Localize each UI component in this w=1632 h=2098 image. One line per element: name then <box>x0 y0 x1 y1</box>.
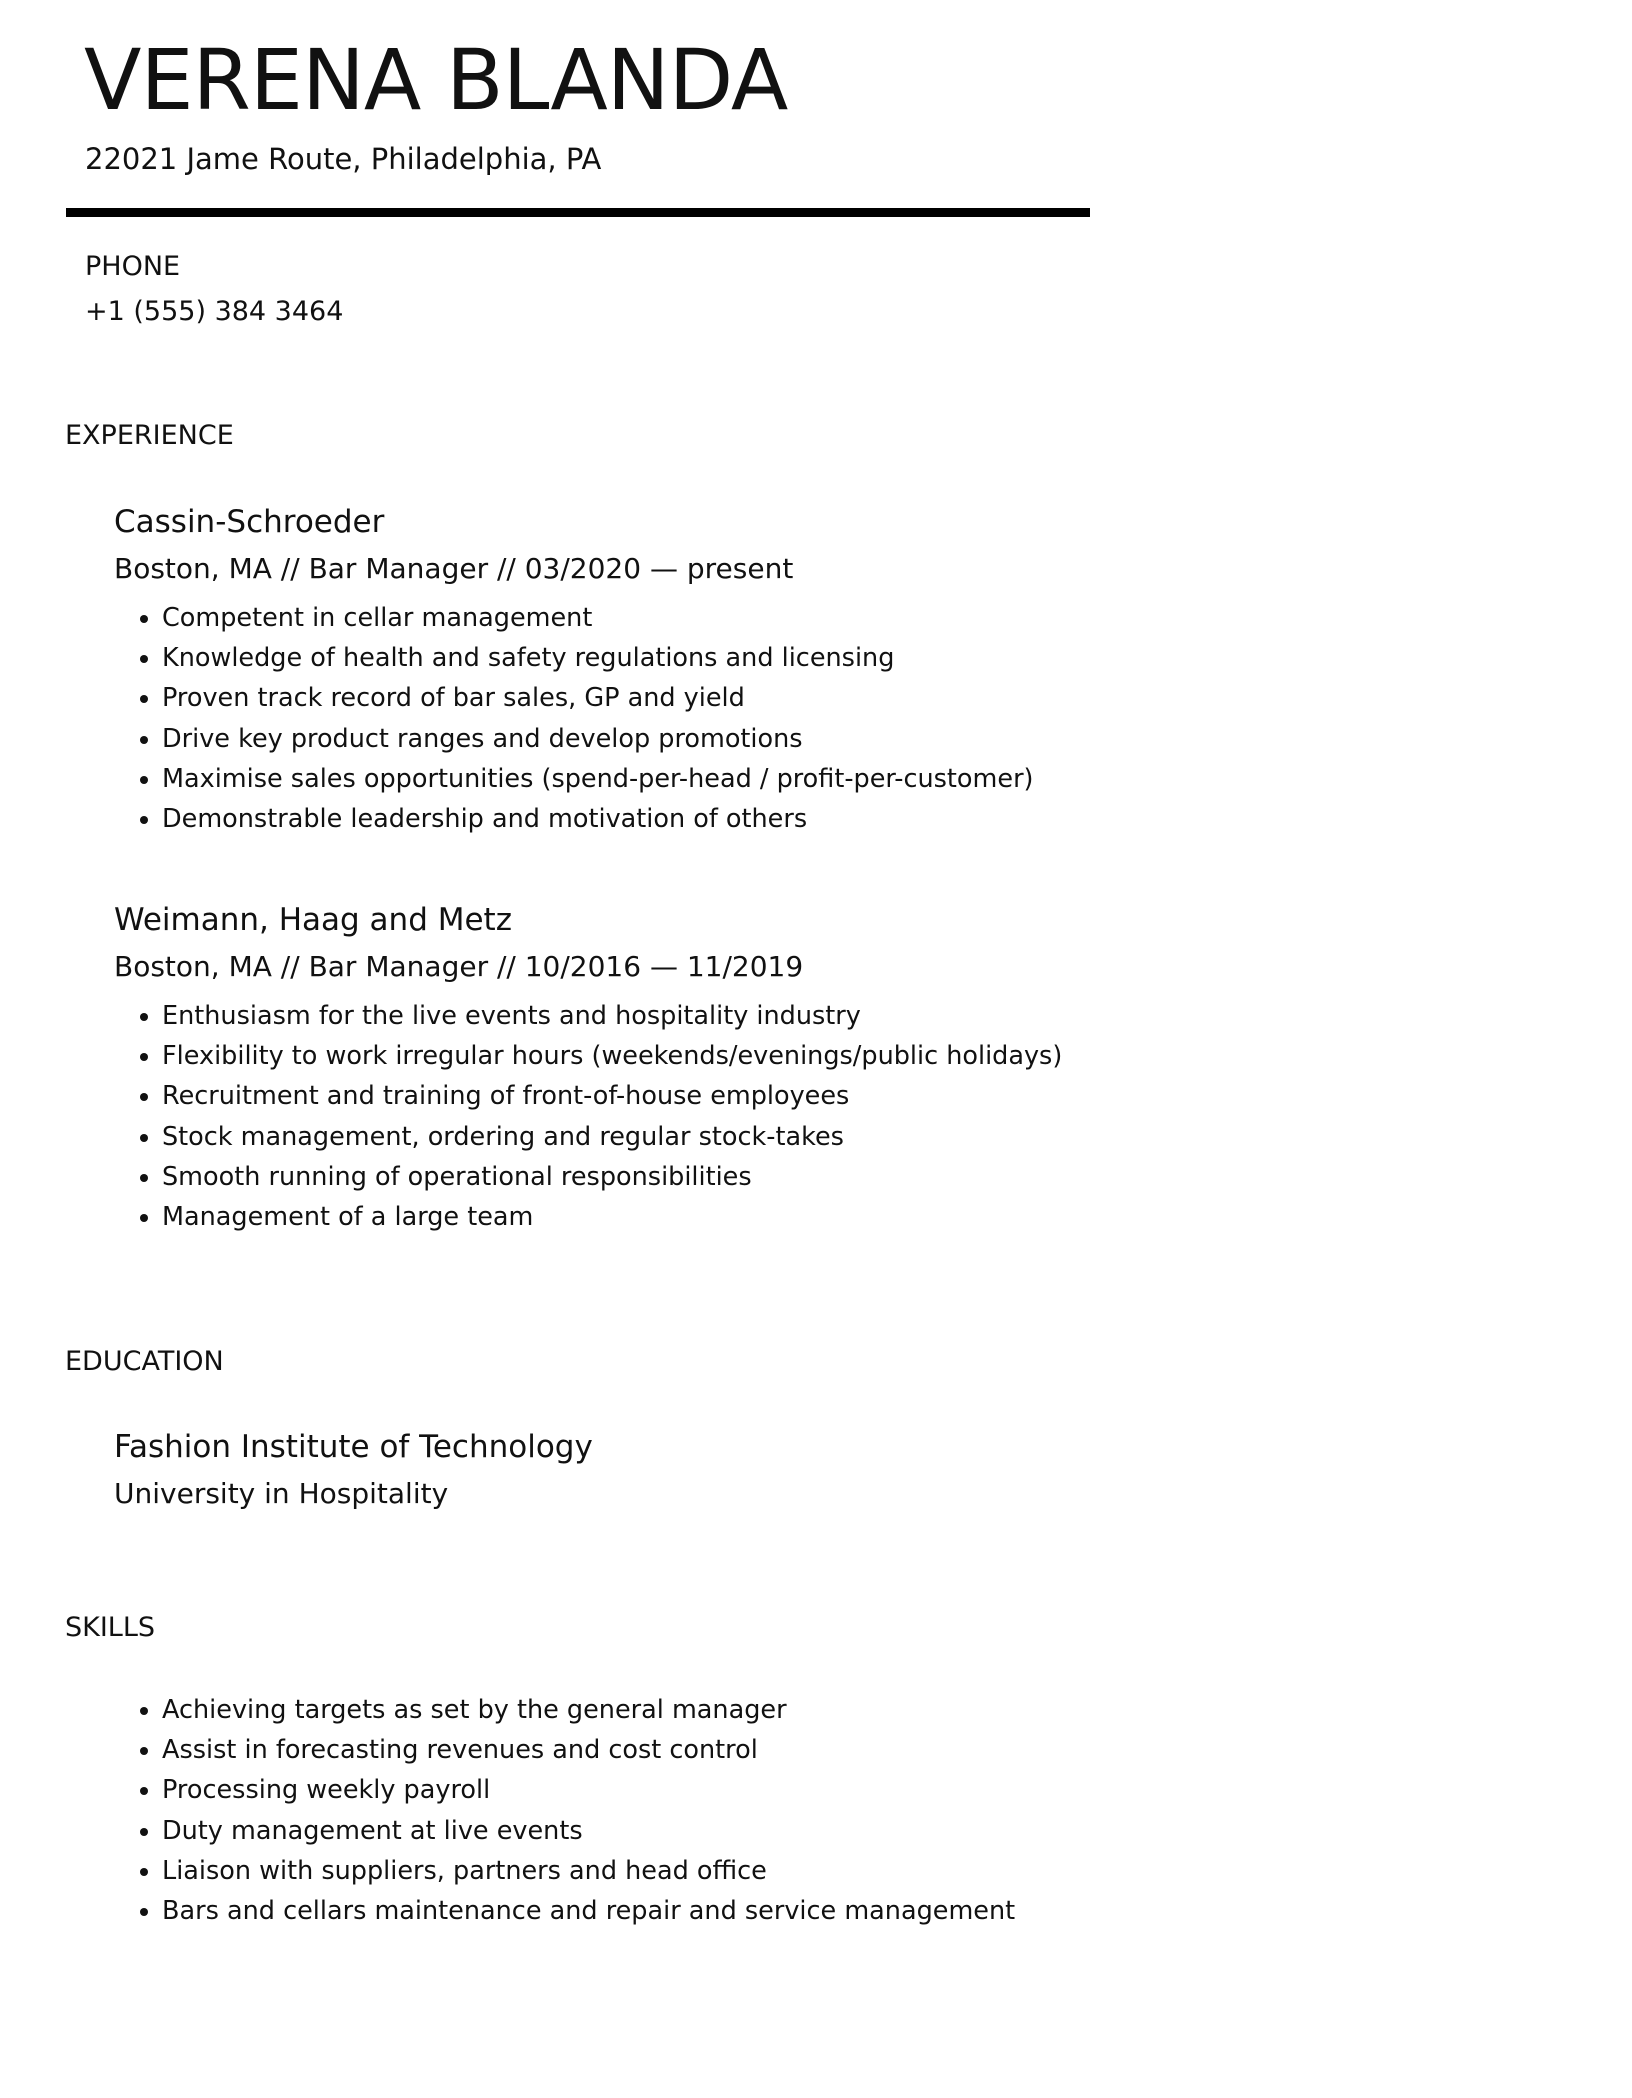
list-item: • Duty management at live events <box>162 1811 1015 1851</box>
header-divider <box>66 208 1090 217</box>
education-heading: EDUCATION <box>65 1346 224 1377</box>
list-item: • Demonstrable leadership and motivation of others <box>162 799 1034 839</box>
list-item: • Drive key product ranges and develop promotions <box>162 719 1034 759</box>
education-degree: University in Hospitality <box>114 1477 449 1510</box>
phone-value: +1 (555) 384 3464 <box>85 296 344 327</box>
list-item: • Competent in cellar management <box>162 598 1034 638</box>
candidate-name: VERENA BLANDA <box>84 31 788 129</box>
job-company: Weimann, Haag and Metz <box>114 902 512 938</box>
list-item: • Knowledge of health and safety regulations and licensing <box>162 638 1034 678</box>
list-item: • Stock management, ordering and regular stock-takes <box>162 1117 1062 1157</box>
list-item: • Proven track record of bar sales, GP and yield <box>162 678 1034 718</box>
list-item: • Recruitment and training of front-of-house employees <box>162 1076 1062 1116</box>
job-meta: Boston, MA // Bar Manager // 03/2020 — present <box>114 552 794 585</box>
list-item: • Flexibility to work irregular hours (weekends/evenings/public holidays) <box>162 1036 1062 1076</box>
skills-heading: SKILLS <box>65 1612 156 1643</box>
job-meta: Boston, MA // Bar Manager // 10/2016 — 11/2019 <box>114 950 804 983</box>
experience-heading: EXPERIENCE <box>65 420 234 451</box>
job-responsibilities <box>114 598 1034 839</box>
list-item: • Maximise sales opportunities (spend-per-head / profit-per-customer) <box>162 759 1034 799</box>
job-company: Cassin-Schroeder <box>114 504 385 540</box>
list-item: • Bars and cellars maintenance and repair and service management <box>162 1891 1015 1931</box>
list-item: • Processing weekly payroll <box>162 1770 1015 1810</box>
list-item: • Assist in forecasting revenues and cost control <box>162 1730 1015 1770</box>
list-item: • Smooth running of operational responsibilities <box>162 1157 1062 1197</box>
phone-label: PHONE <box>85 251 181 282</box>
education-school: Fashion Institute of Technology <box>114 1429 593 1465</box>
list-item: • Management of a large team <box>162 1197 1062 1237</box>
list-item: • Achieving targets as set by the general manager <box>162 1690 1015 1730</box>
job-responsibilities <box>114 996 1062 1237</box>
list-item: • Liaison with suppliers, partners and head office <box>162 1851 1015 1891</box>
skills-list <box>114 1690 1015 1931</box>
candidate-address: 22021 Jame Route, Philadelphia, PA <box>85 142 602 176</box>
list-item: • Enthusiasm for the live events and hospitality industry <box>162 996 1062 1036</box>
